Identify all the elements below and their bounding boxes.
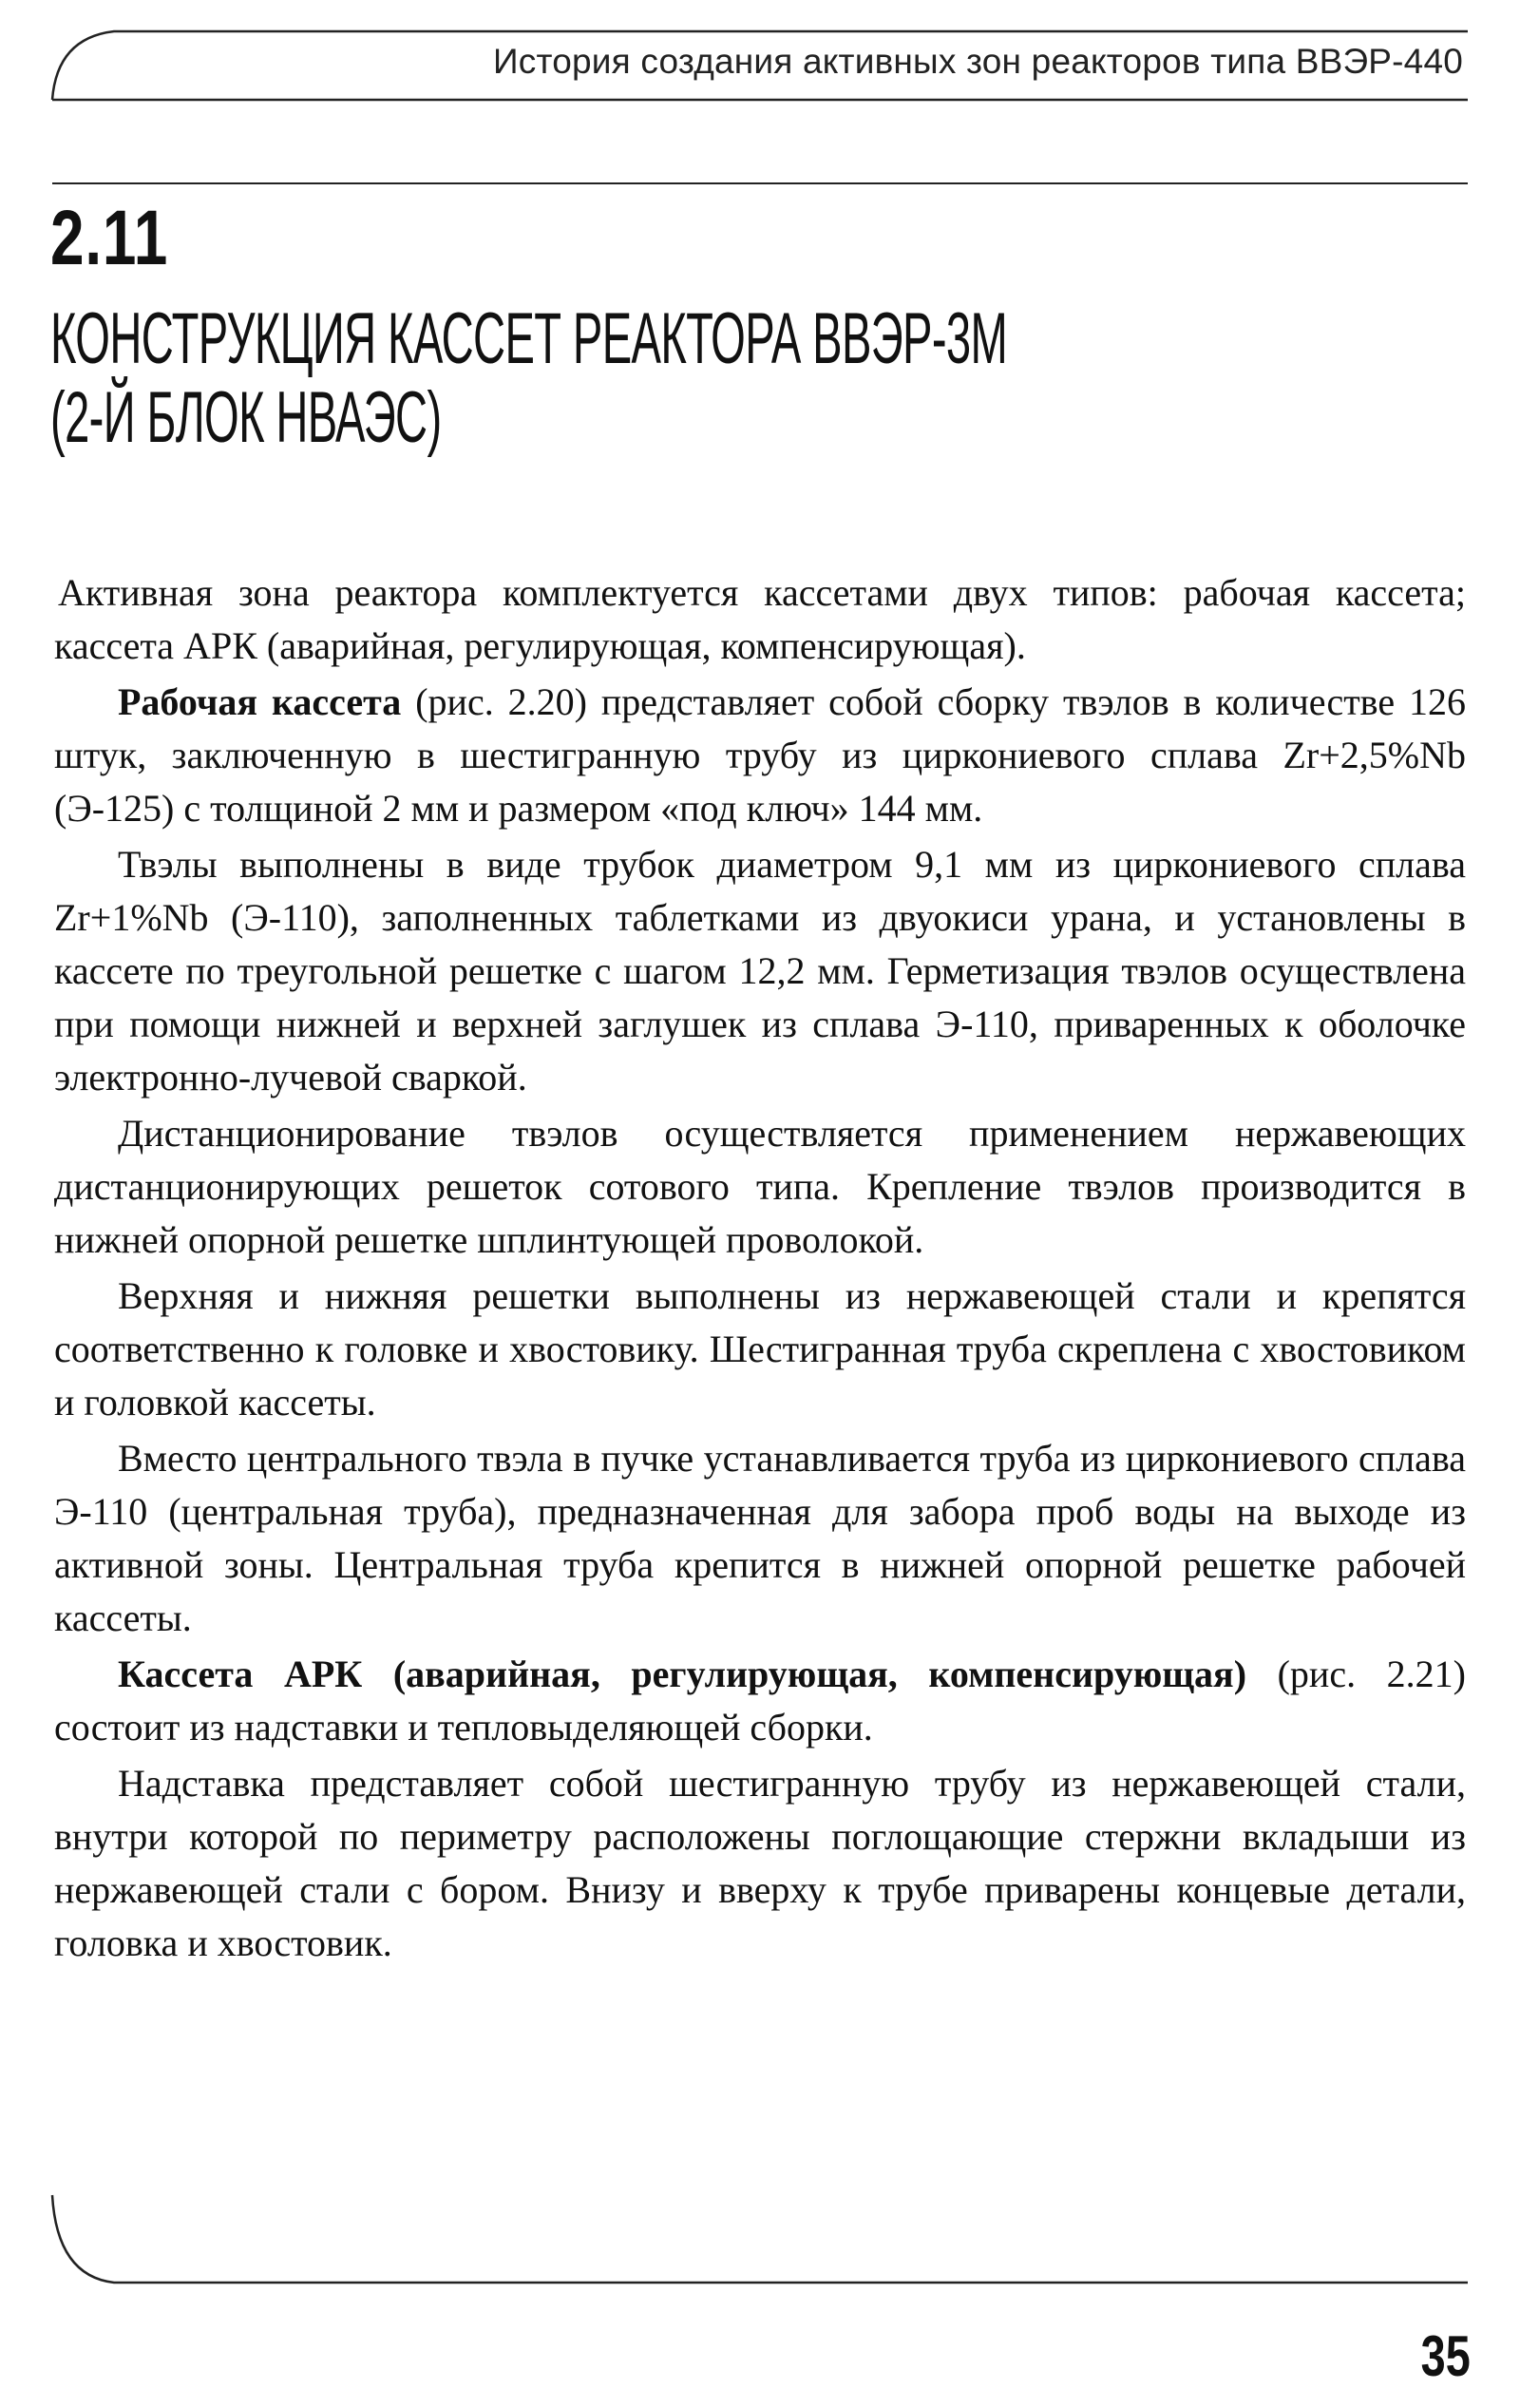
paragraph-intro: Активная зона реактора комплектуется кассетами двух типов: рабочая кассета; кассета АРК (аварийная, регулирующая, компенсирующая). — [54, 571, 1466, 667]
footer-decorative-curve — [0, 2186, 1520, 2300]
section-divider — [52, 182, 1468, 184]
section-number: 2.11 — [50, 195, 169, 281]
paragraph-grids: Верхняя и нижняя решетки выполнены из нержавеющей стали и крепятся соответственно к головке и хвостовику. Шестигранная труба скреплена с хвостовиком и головкой кассеты. — [54, 1274, 1466, 1424]
paragraph-spacing: Дистанционирование твэлов осуществляется применением нержавеющих дистанционирующих решеток сотового типа. Крепление твэлов производится в нижней опорной решетке шплинтующей проволокой. — [54, 1112, 1466, 1261]
paragraph-ark-cassette-text: (рис. 2.21) состоит из надставки и тепловыделяющей сборки. — [54, 1653, 1466, 1749]
section-title — [50, 299, 1007, 457]
section-title-line-1: КОНСТРУКЦИЯ КАССЕТ РЕАКТОРА ВВЭР-3М — [50, 298, 1008, 379]
section-title-line-2: (2-Й БЛОК НВАЭС) — [50, 377, 442, 458]
paragraph-working-cassette — [54, 676, 1466, 835]
running-header: История создания активных зон реакторов типа ВВЭР-440 — [493, 42, 1463, 81]
paragraph-working-cassette-text: (рис. 2.20) представляет собой сборку твэлов в количестве 126 штук, заключенную в шестигранную трубу из циркониевого сплава Zr+2,5%Nb (Э-125) с толщиной 2 мм и размером «под ключ» 144 мм. — [54, 680, 1466, 830]
body-text — [54, 566, 1466, 1973]
paragraph-extension: Надставка представляет собой шестигранную трубу из нержавеющей стали, внутри которой по периметру расположены поглощающие стержни вкладыши из нержавеющей стали с бором. Внизу и вверху к трубе приварены концевые детали, головка и хвостовик. — [54, 1762, 1466, 1964]
term-working-cassette: Рабочая кассета — [118, 680, 402, 723]
paragraph-fuel-rods: Твэлы выполнены в виде трубок диаметром 9,1 мм из циркониевого сплава Zr+1%Nb (Э-110), заполненных таблетками из двуокиси урана, и установлены в кассете по треугольной решетке с шагом 12,2 мм. Герметизация твэлов осуществлена при помощи нижней и верхней заглушек из сплава Э-110, приваренных к оболочке электронно-лучевой сваркой. — [54, 843, 1466, 1099]
page-number: 35 — [1420, 2324, 1471, 2388]
paragraph-central-tube: Вместо центрального твэла в пучке устанавливается труба из циркониевого сплава Э-110 (центральная труба), предназначенная для забора проб воды на выходе из активной зоны. Центральная труба крепится в нижней опорной решетке рабочей кассеты. — [54, 1437, 1466, 1639]
paragraph-ark-cassette — [54, 1648, 1466, 1754]
term-ark-cassette: Кассета АРК (аварийная, регулирующая, компенсирующая) — [118, 1653, 1247, 1695]
